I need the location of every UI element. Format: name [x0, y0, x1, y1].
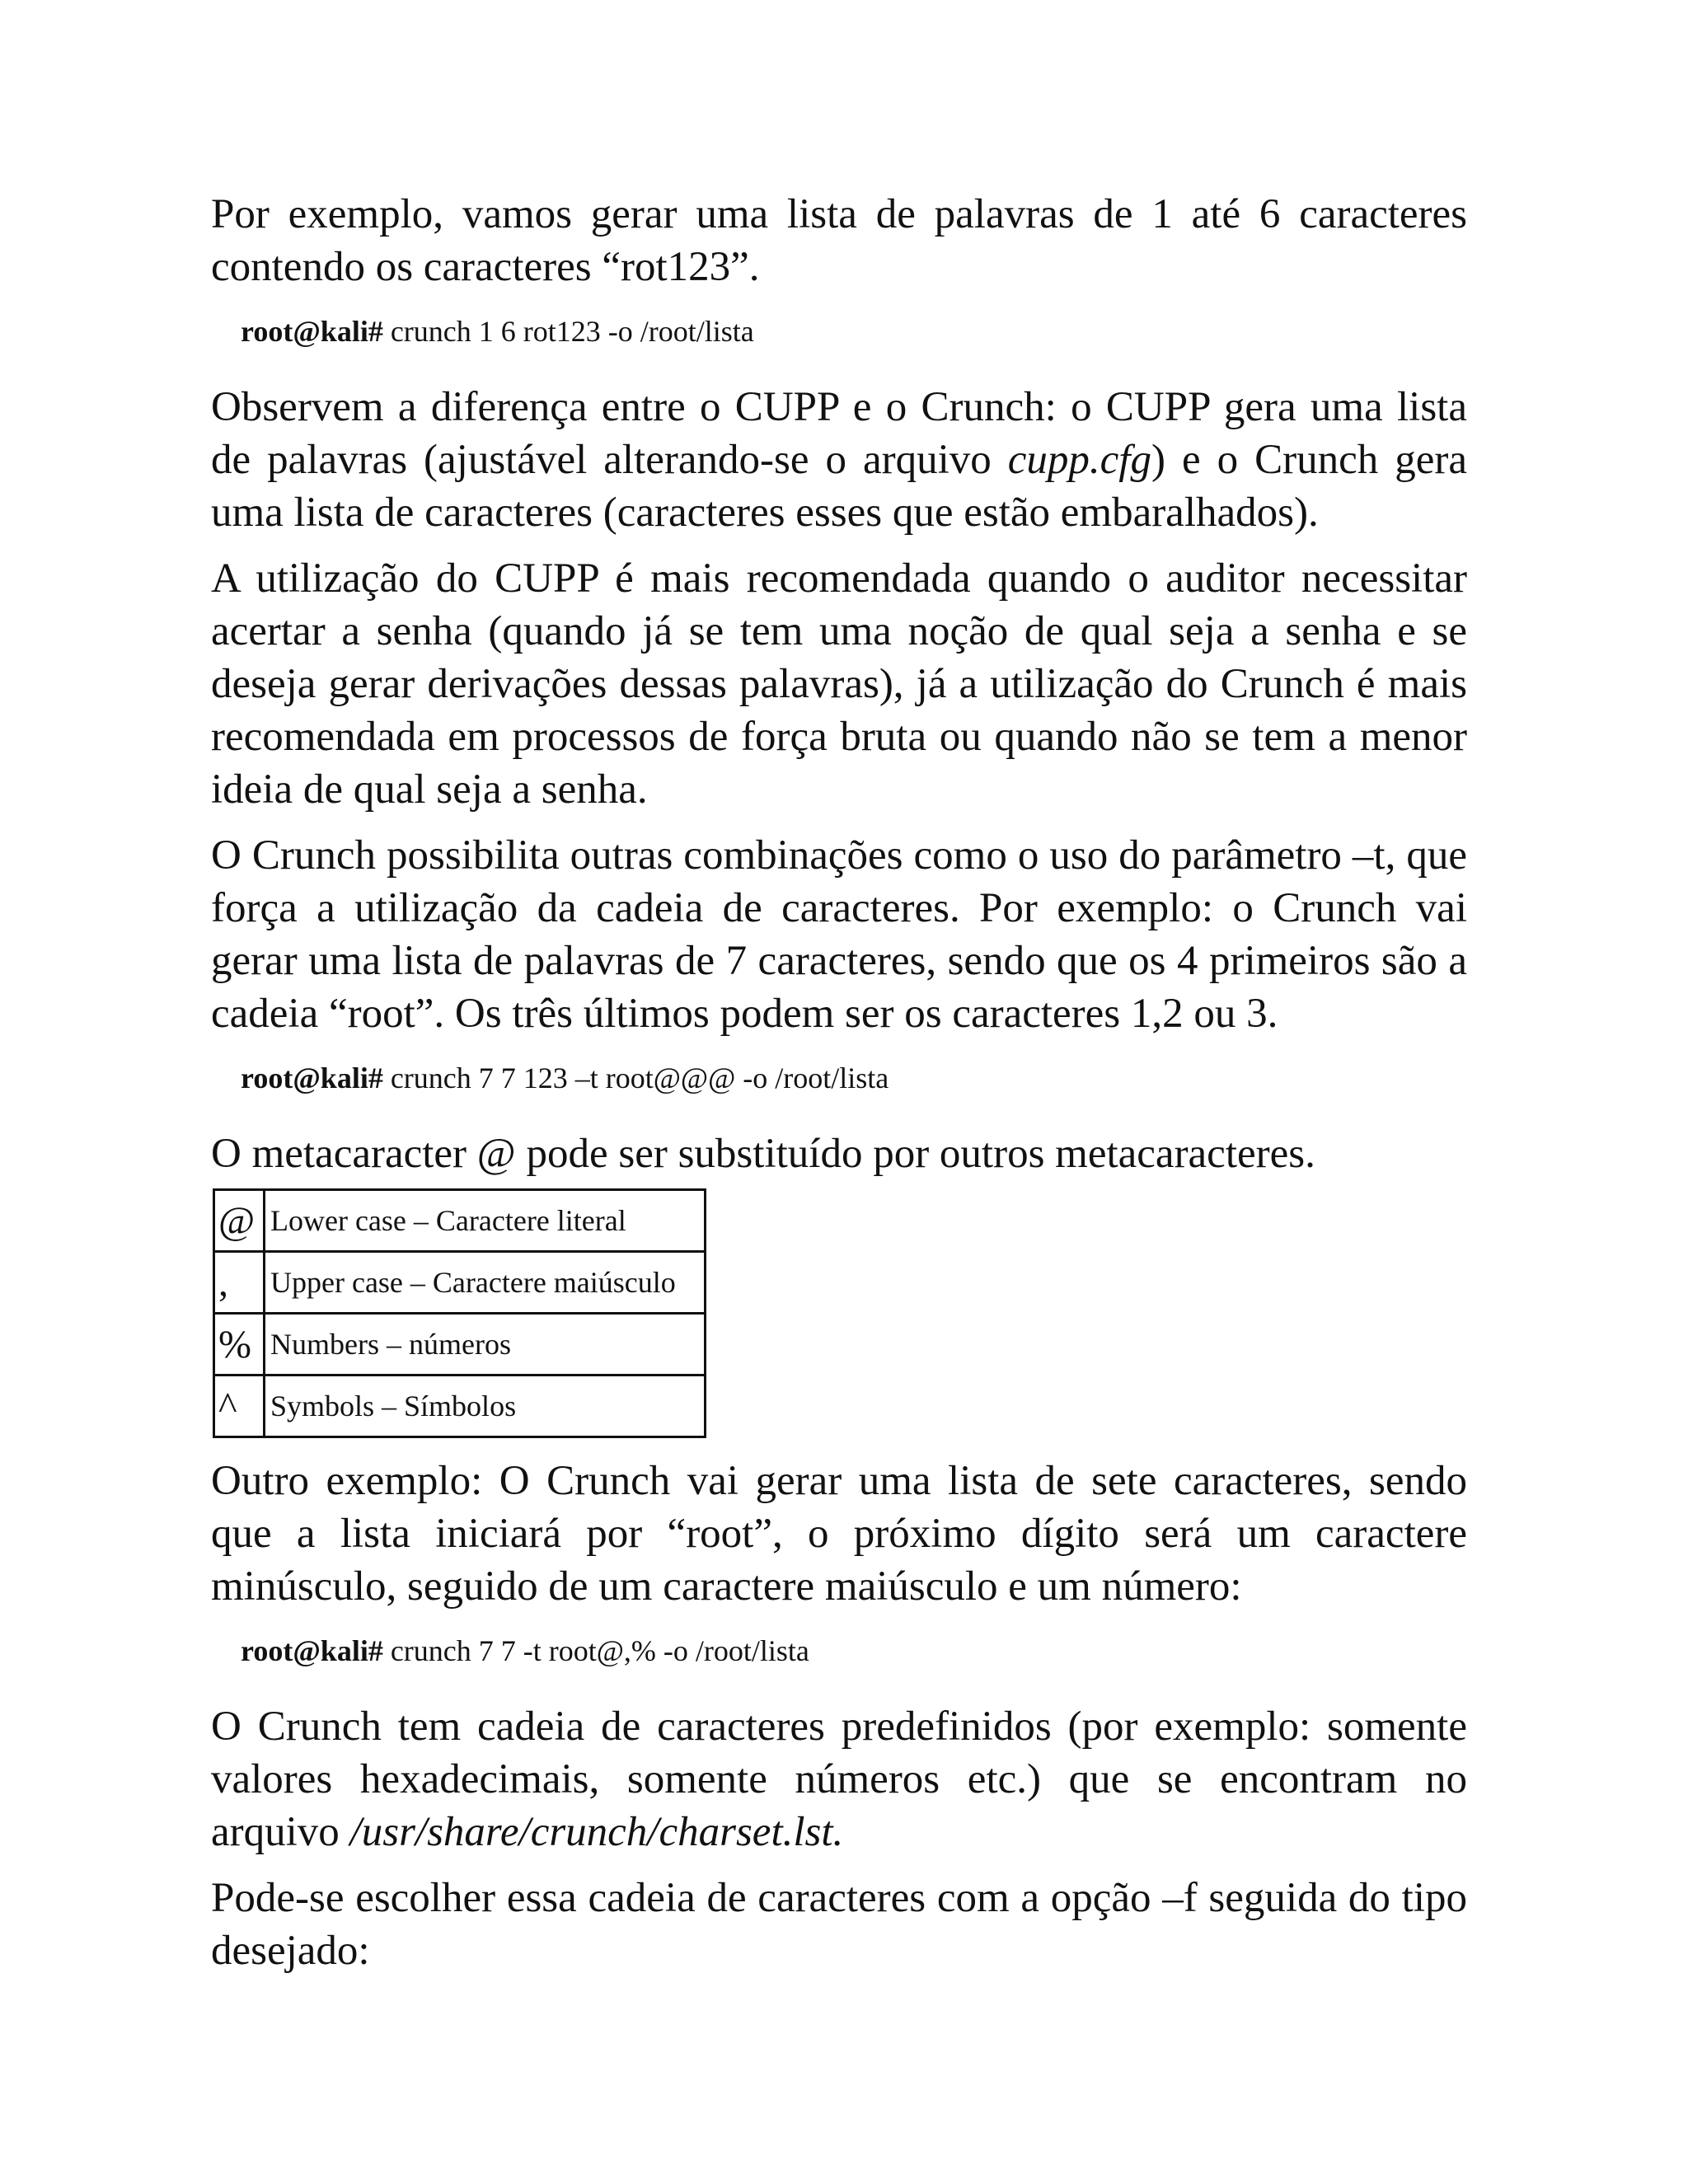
table-row — [214, 1252, 706, 1314]
text-span: ) e o Crunch gera uma lista de caracteres (caracteres esses que estão embaralhados). — [211, 437, 1467, 536]
table-cell-symbol: ^ — [214, 1376, 265, 1437]
table-row — [214, 1314, 706, 1376]
table-cell-symbol: @ — [214, 1190, 265, 1252]
table-cell-description: Numbers – números — [265, 1314, 706, 1376]
command-prompt: root@kali# — [241, 1062, 383, 1094]
paragraph-another-example: Outro exemplo: O Crunch vai gerar uma lista de sete caracteres, sendo que a lista iniciará por “root”, o próximo dígito será um caractere minúsculo, seguido de um caractere maiúsculo e um número: — [211, 1458, 1467, 1610]
command-prompt: root@kali# — [241, 315, 383, 348]
paragraph-f-option: Pode-se escolher essa cadeia de caracteres com a opção –f seguida do tipo desejado: — [211, 1875, 1467, 1974]
paragraph-predefined-charsets — [211, 1700, 1467, 1858]
filename-charset-lst: /usr/share/crunch/charset.lst. — [349, 1809, 844, 1855]
filename-cupp-cfg: cupp.cfg — [1007, 437, 1151, 483]
command-line-3 — [241, 1626, 1467, 1675]
text-span: Observem a diferença entre o CUPP e o Crunch: o CUPP gera uma lista de palavras (ajustável alterando-se o arquivo — [211, 384, 1467, 483]
paragraph-cupp-vs-crunch — [211, 381, 1467, 539]
paragraph-intro-example: Por exemplo, vamos gerar uma lista de palavras de 1 até 6 caracteres contendo os caracteres “rot123”. — [211, 191, 1467, 290]
command-text: crunch 7 7 -t root@,% -o /root/lista — [382, 1634, 809, 1667]
paragraph-t-parameter: O Crunch possibilita outras combinações como o uso do parâmetro –t, que força a utilização da cadeia de caracteres. Por exemplo: o Crunch vai gerar uma lista de palavras de 7 caracteres, sendo que os 4 primeiros são a cadeia “root”. Os três últimos podem ser os caracteres 1,2 ou 3. — [211, 832, 1467, 1037]
command-text: crunch 1 6 rot123 -o /root/lista — [382, 315, 754, 348]
table-cell-symbol: , — [214, 1252, 265, 1314]
command-text: crunch 7 7 123 –t root@@@ -o /root/lista — [382, 1062, 889, 1094]
page-content — [211, 188, 1467, 1990]
text-span: O Crunch tem cadeia de caracteres predefinidos (por exemplo: somente valores hexadecimais, somente números etc.) que se encontram no arquivo — [211, 1704, 1467, 1855]
table-row — [214, 1190, 706, 1252]
command-line-2 — [241, 1053, 1467, 1103]
table-row — [214, 1376, 706, 1437]
table-cell-description: Symbols – Símbolos — [265, 1376, 706, 1437]
command-line-1 — [241, 307, 1467, 356]
table-cell-symbol: % — [214, 1314, 265, 1376]
paragraph-metacharacter: O metacaracter @ pode ser substituído por outros metacaracteres. — [211, 1131, 1315, 1177]
table-cell-description: Lower case – Caractere literal — [265, 1190, 706, 1252]
paragraph-recommendation: A utilização do CUPP é mais recomendada quando o auditor necessitar acertar a senha (quando já se tem uma noção de qual seja a senha e se deseja gerar derivações dessas palavras), já a utilização do Crunch é mais recomendada em processos de força bruta ou quando não se tem a menor ideia de qual seja a senha. — [211, 555, 1467, 813]
table-cell-description: Upper case – Caractere maiúsculo — [265, 1252, 706, 1314]
command-prompt: root@kali# — [241, 1634, 383, 1667]
metacharacter-table — [213, 1188, 706, 1438]
